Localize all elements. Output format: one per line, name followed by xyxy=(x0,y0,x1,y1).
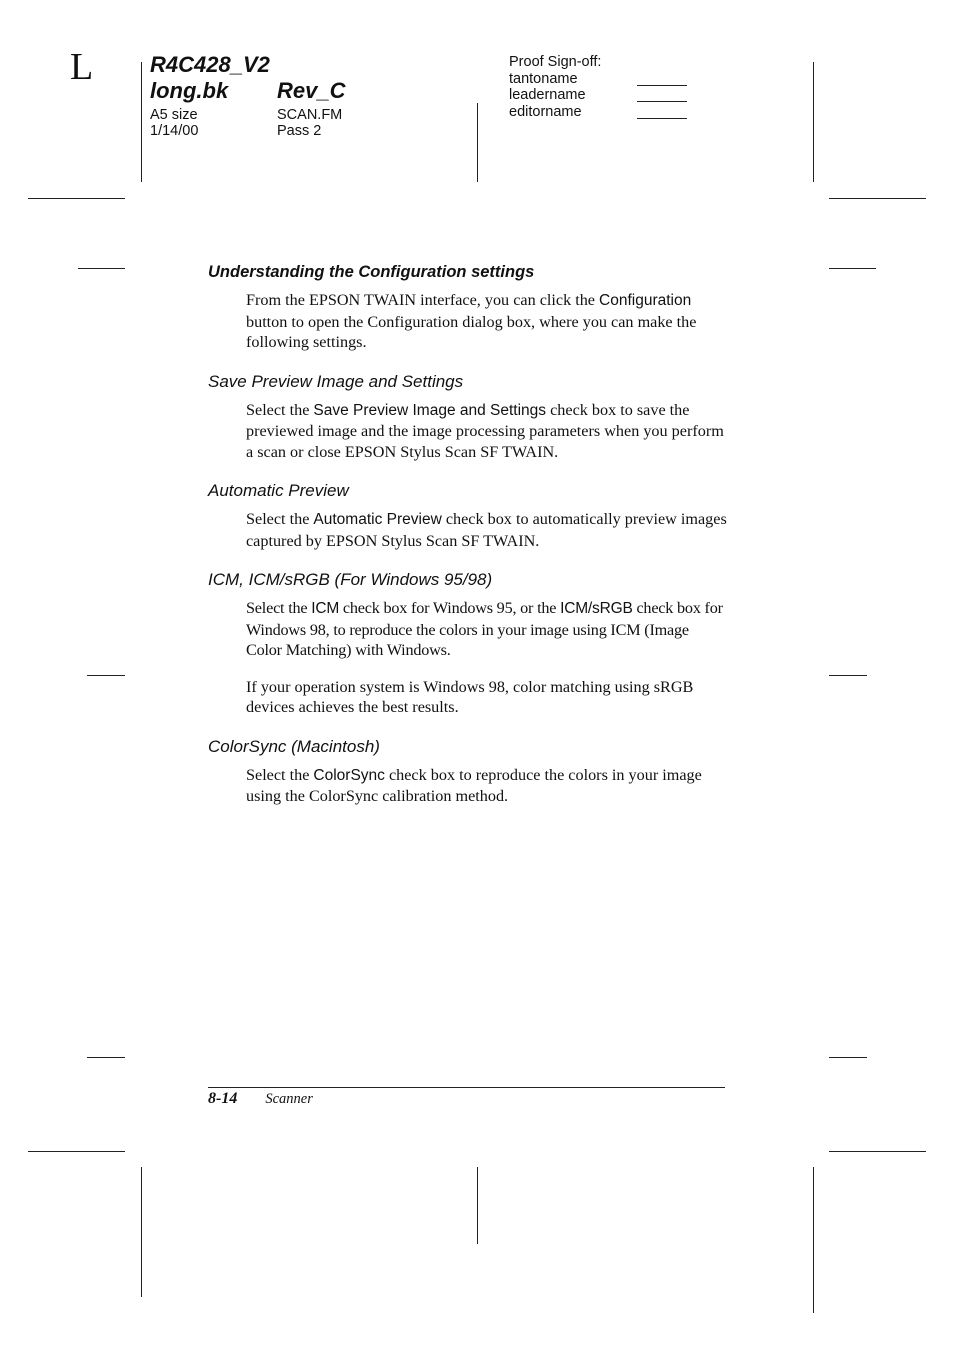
crop-mark xyxy=(78,268,125,269)
section-heading: Understanding the Configuration settings xyxy=(208,263,535,281)
crop-mark xyxy=(28,1151,125,1152)
crop-mark xyxy=(141,1167,142,1297)
section-save-preview xyxy=(208,372,728,463)
doc-code: R4C428_V2 xyxy=(150,52,270,77)
revision: Rev_C xyxy=(277,78,346,103)
subheading: ColorSync (Macintosh) xyxy=(208,736,380,756)
crop-mark xyxy=(829,198,926,199)
paragraph xyxy=(246,400,728,463)
crop-mark xyxy=(477,103,478,182)
crop-mark xyxy=(477,1167,478,1244)
pass-number: Pass 2 xyxy=(277,123,322,139)
text-run: check box to reproduce the colors in your image using the ColorSync calibration method. xyxy=(246,765,702,805)
file-name: SCAN.FM xyxy=(277,107,343,123)
doc-date: 1/14/00 xyxy=(150,123,199,139)
page-footer xyxy=(208,1090,313,1108)
paragraph: If your operation system is Windows 98, color matching using sRGB devices achieves the best results. xyxy=(246,677,694,716)
subheading: Save Preview Image and Settings xyxy=(208,371,464,391)
crop-mark xyxy=(87,675,125,676)
proof-name-leader: leadername xyxy=(509,87,586,103)
proof-name-tanto: tantoname xyxy=(509,70,578,87)
book-name: long.bk xyxy=(150,78,229,103)
text-run: button to open the Configuration dialog box, where you can make the following settings. xyxy=(246,312,697,351)
text-run: Select the xyxy=(246,510,314,528)
crop-mark xyxy=(141,62,142,182)
footer-rule xyxy=(208,1087,725,1088)
crop-mark xyxy=(829,268,876,269)
text-run: Select the xyxy=(246,599,312,617)
paragraph xyxy=(246,765,728,807)
crop-mark xyxy=(829,1151,926,1152)
section-automatic-preview xyxy=(208,481,728,551)
crop-mark xyxy=(829,675,867,676)
subheading: ICM, ICM/sRGB (For Windows 95/98) xyxy=(208,570,493,589)
crop-mark xyxy=(28,198,125,199)
margin-letter: L xyxy=(70,46,94,88)
page-size: A5 size xyxy=(150,107,198,123)
section-colorsync xyxy=(208,737,728,807)
icm-checkbox-label: ICM xyxy=(311,600,340,617)
text-run: check box for Windows 95, or the xyxy=(339,599,561,617)
crop-mark xyxy=(87,1057,125,1058)
automatic-preview-checkbox-label: Automatic Preview xyxy=(313,511,442,528)
crop-mark xyxy=(813,1167,814,1313)
subheading: Automatic Preview xyxy=(208,481,349,500)
text-run: Select the xyxy=(246,765,314,784)
signoff-line xyxy=(637,101,687,102)
proof-signoff xyxy=(509,54,601,120)
paragraph xyxy=(246,509,728,551)
configuration-button-label: Configuration xyxy=(599,292,692,309)
text-run: From the EPSON TWAIN interface, you can click the xyxy=(246,291,600,309)
text-run: Select the xyxy=(246,400,314,419)
text-run: check box to automatically preview images captured by EPSON Stylus Scan SF TWAIN. xyxy=(246,510,727,550)
crop-mark xyxy=(813,62,814,182)
paragraph xyxy=(246,598,728,661)
signoff-line xyxy=(637,85,687,86)
intro-paragraph xyxy=(246,290,728,353)
crop-mark xyxy=(829,1057,867,1058)
icm-srgb-checkbox-label: ICM/sRGB xyxy=(560,600,633,617)
chapter-name: Scanner xyxy=(265,1091,313,1107)
text-run: check box for Windows 98, to reproduce the colors in your image using ICM (Image Color Matching) with Windows. xyxy=(246,599,723,659)
page-number: 8-14 xyxy=(208,1090,238,1107)
save-preview-checkbox-label: Save Preview Image and Settings xyxy=(313,401,547,419)
section-icm xyxy=(208,570,728,718)
signoff-line xyxy=(637,118,687,119)
text-run: check box to save the previewed image and the image processing parameters when you perform a scan or close EPSON Stylus Scan SF TWAIN. xyxy=(246,400,724,461)
main-content xyxy=(208,262,728,826)
proof-name-editor: editorname xyxy=(509,103,582,120)
proof-title: Proof Sign-off: xyxy=(509,54,602,70)
colorsync-checkbox-label: ColorSync xyxy=(313,766,385,784)
